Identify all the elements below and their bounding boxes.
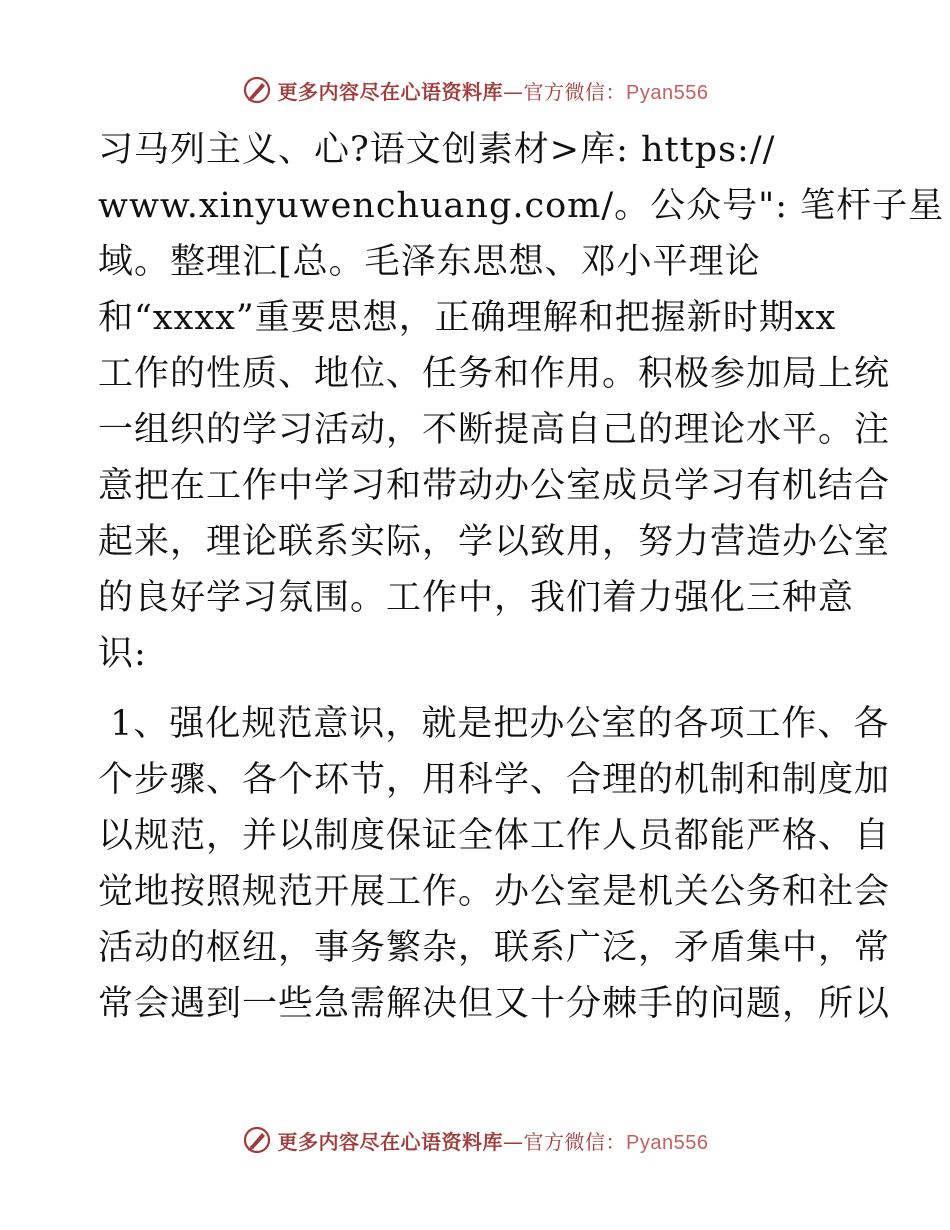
watermark-separator: —: [503, 1129, 524, 1154]
text-line: 工作的性质、地位、任务和作用。积极参加局上统: [98, 354, 891, 394]
watermark-wechat-label: 官方微信：: [523, 1129, 627, 1154]
text-line: 习马列主义、心?语文创素材>库: https://: [98, 130, 776, 170]
paragraph-gap: [98, 682, 858, 696]
header-watermark: [0, 70, 950, 110]
document-body: [98, 122, 945, 1032]
text-line: 识:: [98, 634, 147, 674]
text-line: 个步骤、各个环节，用科学、合理的机制和制度加: [98, 760, 891, 800]
feather-pen-logo-icon: [242, 1125, 272, 1155]
text-line: 1、强化规范意识，就是把办公室的各项工作、各: [98, 704, 890, 744]
watermark-label: [278, 1126, 709, 1155]
text-line: 域。整理汇[总。毛泽东思想、邓小平理论: [98, 242, 761, 282]
text-line: 和“xxxx”重要思想，正确理解和把握新时期xx: [98, 298, 837, 338]
watermark-label: [278, 76, 709, 105]
watermark-wechat-id: Pyan556: [626, 1131, 709, 1154]
paragraph-2: [98, 696, 891, 1032]
watermark-text: 更多内容尽在心语资料库: [277, 1129, 504, 1154]
text-line: 一组织的学习活动，不断提高自己的理论水平。注: [98, 410, 891, 450]
text-line: 活动的枢纽，事务繁杂，联系广泛，矛盾集中，常: [98, 928, 891, 968]
text-line: 意把在工作中学习和带动办公室成员学习有机结合: [98, 466, 891, 506]
text-line: 觉地按照规范开展工作。办公室是机关公务和社会: [98, 872, 891, 912]
text-line: 的良好学习氛围。工作中，我们着力强化三种意: [98, 578, 855, 618]
paragraph-1: [98, 122, 945, 682]
text-line: www.xinyuwenchuang.com/。公众号": 笔杆子星: [98, 186, 945, 226]
watermark-wechat-id: Pyan556: [626, 81, 709, 104]
text-line: 以规范，并以制度保证全体工作人员都能严格、自: [98, 816, 891, 856]
watermark-separator: —: [503, 79, 524, 104]
text-line: 起来，理论联系实际，学以致用，努力营造办公室: [98, 522, 891, 562]
feather-pen-logo-icon: [242, 75, 272, 105]
watermark-wechat-label: 官方微信：: [523, 79, 627, 104]
footer-watermark: [0, 1120, 950, 1160]
watermark-text: 更多内容尽在心语资料库: [277, 79, 504, 104]
text-line: 常会遇到一些急需解决但又十分棘手的问题，所以: [98, 984, 891, 1024]
